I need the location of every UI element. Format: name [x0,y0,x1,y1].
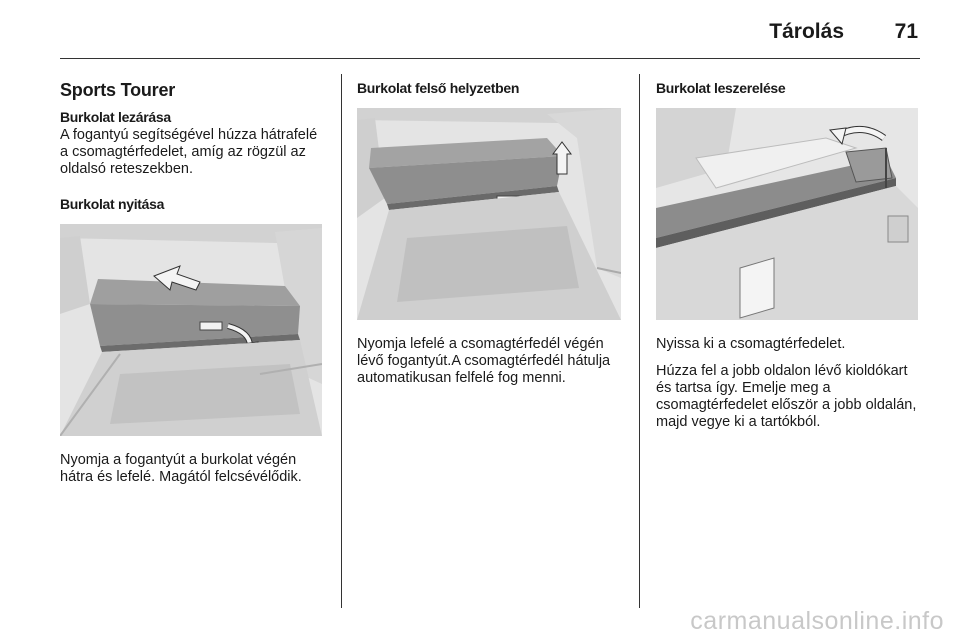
lock-text: A fogantyú segítségével húzza hátrafelé a csomagtérfedelet, amíg az rögzül az oldalsó reteszekben. [60,127,318,177]
cover-upper-position-illustration [357,108,621,320]
open-caption: Nyomja a fogantyút a burkolat végén hátra és lefelé. Magától felcsévélődik. [60,452,302,485]
upper-position-heading: Burkolat felső helyzetben [357,80,520,96]
open-heading: Burkolat nyitása [60,196,165,212]
removal-heading: Burkolat leszerelése [656,80,786,96]
column-2 [357,74,623,397]
chapter-title: Tárolás [769,20,844,43]
header-divider [60,58,920,59]
column-3 [656,74,920,441]
cover-removal-illustration [656,108,918,320]
watermark: carmanualsonline.info [690,607,944,635]
page-number: 71 [894,20,918,43]
column-1 [60,74,326,496]
column-divider-2 [639,74,640,608]
section-title: Sports Tourer [60,80,176,100]
removal-step-1: Nyissa ki a csomagtérfedelet. [656,336,846,352]
removal-step-2: Húzza fel a jobb oldalon lévő kioldókart és tartsa így. Emelje meg a csomagtérfedelet először a jobb oldalán, majd vegye ki a tartókból. [656,363,917,430]
cover-open-illustration [60,224,322,436]
column-divider-1 [341,74,342,608]
upper-position-caption: Nyomja lefelé a csomagtérfedél végén lévő fogantyút.A csomagtérfedél hátulja automatikusan felfelé fog menni. [357,336,611,386]
page-header [60,0,920,60]
lock-heading: Burkolat lezárása [60,109,171,125]
